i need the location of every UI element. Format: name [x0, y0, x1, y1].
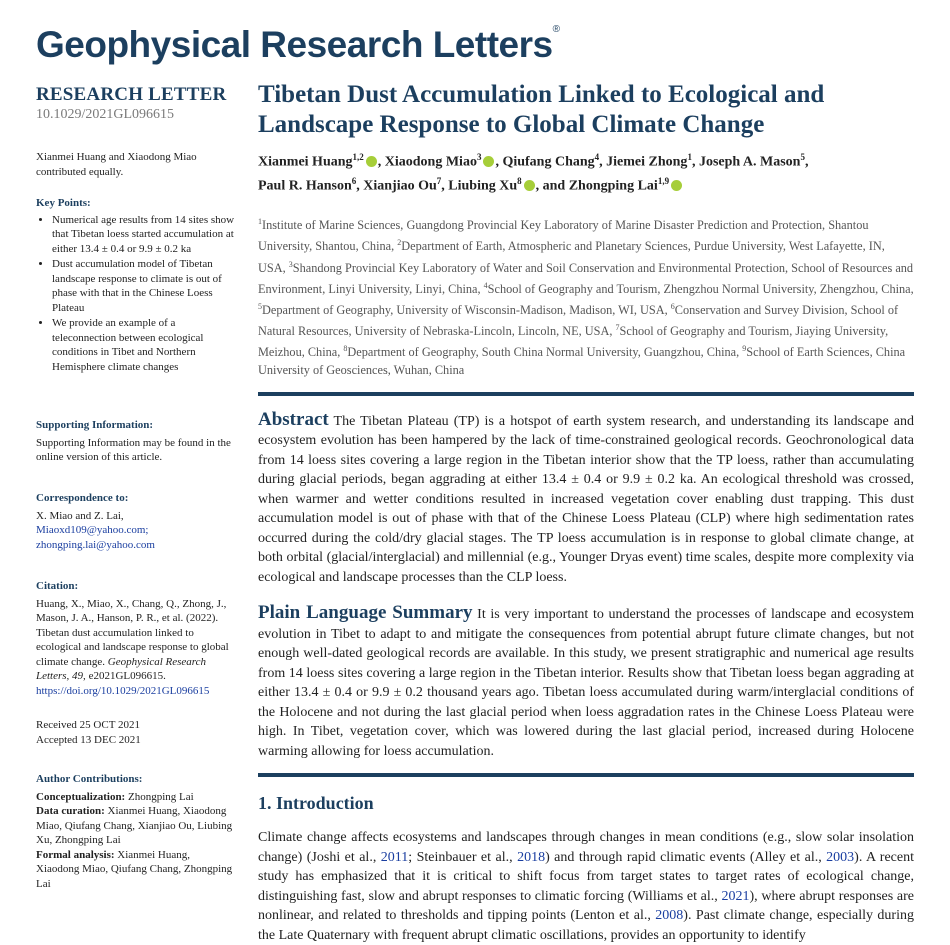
- author-affiliation-number: 6: [351, 175, 357, 186]
- citation: [36, 579, 236, 698]
- citation-id: e2021GL096615.: [88, 670, 166, 682]
- author-name[interactable]: Qiufang Chang: [502, 154, 595, 170]
- affiliation-text: Department of Geography, South China Normal University, Guangzhou, China,: [347, 344, 743, 359]
- author-name[interactable]: Xiaodong Miao: [384, 154, 477, 170]
- affiliation-text: School of Geography and Tourism, Jiaying University, Meizhou, China,: [258, 323, 889, 359]
- affiliation-text: Department of Earth, Atmospheric and Planetary Sciences, Purdue University, West Lafayette, IN, USA,: [258, 239, 885, 275]
- accepted-date: Accepted 13 DEC 2021: [36, 733, 141, 746]
- intro-text-segment: Climate change affects ecosystems and landscapes through changes in mean conditions (e.g., slow solar insolation change) (Joshi et al.,: [258, 830, 914, 865]
- key-points-list: [36, 213, 236, 375]
- affiliation-text: School of Geography and Tourism, Zhengzhou Normal University, Zhengzhou, China,: [487, 281, 914, 296]
- introduction-heading: 1. Introduction: [258, 793, 374, 814]
- key-points: [36, 196, 236, 375]
- abstract-heading: Abstract: [258, 408, 329, 430]
- abstract-text: The Tibetan Plateau (TP) is a hotspot of earth system research, and understanding its landscape and ecosystem evolution has been hampered by the lack of time-constrained geological records. Geochronological data from 14 loess sites covering a large region in the Tibetan interior show that the TP loess, rather than accumulating during glacial periods, began aggrading at either 13.4 ± 0.4 or 9.9 ± 0.2 ka. An ecological threshold was crossed, when warmer and wetter conditions resulted in increased vegetation cover enabling dust trapping. This dust accumulation model is out of phase with that of the Chinese Loess Plateau (CLP) where high sedimentation rates occurred during the cold/dry glacial stages. The TP loess accumulation is in response to global climate change, at both orbital (glacial/interglacial) and millennial (e.g., Younger Dryas event) time scales, despite more complexity via ecological and landscape processes than the CLP loess.: [258, 413, 914, 585]
- intro-text-segment: ) and through rapid climatic events (Alley et al.,: [545, 849, 827, 865]
- author-affiliation-number: 1,9: [657, 175, 670, 186]
- author-name[interactable]: Jiemei Zhong: [606, 154, 688, 170]
- affiliation-number: 3: [288, 259, 293, 269]
- citation-year-link[interactable]: 2021: [721, 888, 750, 904]
- affiliation-number: 5: [258, 301, 262, 311]
- supporting-heading: Supporting Information:: [36, 419, 154, 431]
- correspondence: [36, 491, 236, 552]
- orcid-icon[interactable]: [366, 156, 377, 167]
- affiliation-text: School of Earth Sciences, China University of Geosciences, Wuhan, China: [258, 344, 906, 377]
- author-separator: ,: [599, 154, 607, 170]
- contrib-value: Zhongping Lai: [127, 790, 194, 803]
- affiliation-number: 7: [615, 322, 620, 332]
- correspondence-heading: Correspondence to:: [36, 492, 129, 504]
- author-list: [258, 148, 914, 195]
- author-affiliation-number: 8: [517, 175, 522, 186]
- contrib-conceptualization: [36, 790, 236, 805]
- main-column: [258, 80, 914, 945]
- author-separator: ,: [377, 154, 385, 170]
- author-affiliation-number: 7: [436, 175, 442, 186]
- contrib-value: Xianmei Huang, Xiaodong Miao, Qiufang Chang, Xianjiao Ou, Liubing Xu, Zhongping Lai: [36, 805, 233, 846]
- intro-text-segment: ), where abrupt responses are nonlinear, and related to thresholds and tipping points (Lenton et al.,: [258, 888, 914, 924]
- author-name[interactable]: Xianjiao Ou: [363, 178, 437, 194]
- email-link-2[interactable]: zhongping.lai@yahoo.com: [36, 538, 155, 551]
- author-name[interactable]: Paul R. Hanson: [258, 178, 352, 194]
- abstract: [258, 410, 914, 588]
- dates: [36, 718, 236, 747]
- contrib-value: Xianmei Huang, Xiaodong Miao, Qiufang Chang, Zhongping Lai: [36, 848, 233, 890]
- contrib-data-curation: [36, 804, 236, 848]
- introduction-text: [258, 828, 914, 945]
- author-affiliation-number: 5: [800, 152, 805, 162]
- contrib-formal-analysis: [36, 848, 236, 892]
- supporting-text: Supporting Information may be found in the online version of this article.: [36, 436, 231, 463]
- author-separator: ,: [495, 154, 503, 170]
- orcid-icon[interactable]: [483, 156, 494, 167]
- author-separator: ,: [356, 178, 364, 194]
- author-name[interactable]: Xianmei Huang: [258, 154, 353, 170]
- orcid-icon[interactable]: [524, 180, 535, 191]
- journal-name: Geophysical Research Letters: [36, 24, 553, 65]
- citation-year-link[interactable]: 2011: [380, 849, 409, 865]
- affiliations: [258, 213, 914, 379]
- author-separator: , and: [535, 178, 569, 194]
- contrib-label: Conceptualization:: [36, 790, 126, 803]
- doi[interactable]: 10.1029/2021GL096615: [36, 107, 175, 122]
- author-name[interactable]: Liubing Xu: [448, 178, 518, 194]
- sidebar: [36, 84, 236, 890]
- citation-url[interactable]: https://doi.org/10.1029/2021GL096615: [36, 684, 210, 697]
- author-contributions: [36, 772, 236, 891]
- equal-contribution: Xianmei Huang and Xiaodong Miao contributed equally.: [36, 151, 197, 178]
- citation-text: [36, 597, 236, 699]
- affiliation-text: Department of Geography, University of Wisconsin-Madison, Madison, WI, USA,: [262, 302, 671, 317]
- affiliation-text: Shandong Provincial Key Laboratory of Water and Soil Conservation and Environmental Protection, School of Resources and Environment, Linyi University, Linyi, China,: [258, 260, 914, 296]
- pls-heading: Plain Language Summary: [258, 602, 473, 624]
- key-points-heading: Key Points:: [36, 197, 91, 209]
- affiliation-number: 6: [670, 301, 675, 311]
- affiliation-text: Conservation and Survey Division, School of Natural Resources, University of Nebraska-Lincoln, Lincoln, NE, USA,: [258, 302, 899, 338]
- contributions-heading: Author Contributions:: [36, 773, 143, 785]
- received-date: Received 25 OCT 2021: [36, 719, 140, 731]
- citation-year-link[interactable]: 2003: [826, 849, 855, 865]
- author-separator: ,: [804, 154, 809, 170]
- supporting-info: [36, 418, 236, 465]
- contrib-label: Formal analysis:: [36, 848, 115, 861]
- citation-journal: Geophysical Research Letters, 49,: [36, 655, 207, 682]
- author-name[interactable]: Joseph A. Mason: [698, 154, 801, 170]
- correspondence-names: X. Miao and Z. Lai,: [36, 509, 124, 522]
- author-separator: ,: [691, 154, 699, 170]
- author-affiliation-number: 3: [476, 152, 482, 162]
- contrib-label: Data curation:: [36, 805, 105, 817]
- citation-year-link[interactable]: 2018: [517, 849, 546, 865]
- pls-text: It is very important to understand the processes of landscape and ecosystem evolution in Tibet to adapt to and mitigate the consequences from potential abrupt future climate changes, but not enough well-dated geological records are available. In this study, we present stratigraphic and numerical age results from 14 loess sites covering a large region in the Tibetan interior. Results show that Tibetan loess began aggrading at either 13.4 ± 0.4 or 9.9 ± 0.2 thousand years ago. Tibetan loess accumulated during warm/interglacial conditions of the Holocene and not during the last glacial period when loess aggradation rates in the Chinese Loess Plateau were high. In Tibet, vegetation cover, which was lowered during the last glacial period, increased during Holocene warming allowing for loess accumulation.: [258, 607, 914, 759]
- intro-text-segment: ). A recent study has emphasized that it is critical to shift focus from target states to target rates of ecological change, distinguishing fast, slow and abrupt responses to climatic forcing (Williams et al.,: [258, 849, 915, 904]
- author-separator: ,: [441, 178, 449, 194]
- section-divider: [258, 773, 914, 777]
- article-title: Tibetan Dust Accumulation Linked to Ecological and Landscape Response to Global Climate Change: [258, 81, 825, 138]
- affiliation-number: 4: [483, 280, 488, 290]
- intro-text-segment: ; Steinbauer et al.,: [408, 849, 518, 865]
- affiliation-number: 1: [258, 217, 262, 227]
- article-type: RESEARCH LETTER: [36, 84, 227, 105]
- intro-text-segment: ). Past climate change, especially during the Late Quaternary with frequent abrupt climatic oscillations, provides an opportunity to identify: [258, 908, 914, 943]
- author-affiliation-number: 1,2: [352, 152, 364, 162]
- affiliation-number: 8: [343, 343, 348, 353]
- section-divider: [258, 392, 914, 396]
- affiliation-number: 9: [742, 343, 747, 353]
- author-name[interactable]: Zhongping Lai: [568, 178, 658, 194]
- affiliation-number: 2: [397, 238, 402, 248]
- citation-heading: Citation:: [36, 580, 79, 592]
- affiliation-text: Institute of Marine Sciences, Guangdong Provincial Key Laboratory of Marine Disaster Prediction and Protection, Shantou University, Shantou, China,: [258, 218, 869, 254]
- key-point-item: • Dust accumulation model of Tibetan landscape response to climate is out of phase with that in the Chinese Loess Plateau: [52, 257, 236, 315]
- author-affiliation-number: 1: [687, 152, 692, 162]
- citation-body: Huang, X., Miao, X., Chang, Q., Zhong, J., Mason, J. A., Hanson, P. R., et al. (2022). Tibetan dust accumulation linked to ecological and landscape response to global climate change.: [36, 597, 229, 668]
- email-link-1[interactable]: Miaoxd109@yahoo.com;: [36, 524, 149, 536]
- key-point-item: • Numerical age results from 14 sites show that Tibetan loess started accumulation at either 13.4 ± 0.4 or 9.9 ± 0.2 ka: [52, 213, 236, 257]
- registered-mark: ®: [552, 24, 560, 35]
- orcid-icon[interactable]: [671, 180, 682, 191]
- plain-language-summary: [258, 603, 914, 761]
- citation-year-link[interactable]: 2008: [655, 908, 684, 924]
- journal-title: [36, 24, 559, 66]
- author-affiliation-number: 4: [594, 152, 600, 162]
- key-point-item: • We provide an example of a teleconnection between ecological conditions in Tibet and Northern Hemisphere climate changes: [52, 316, 236, 374]
